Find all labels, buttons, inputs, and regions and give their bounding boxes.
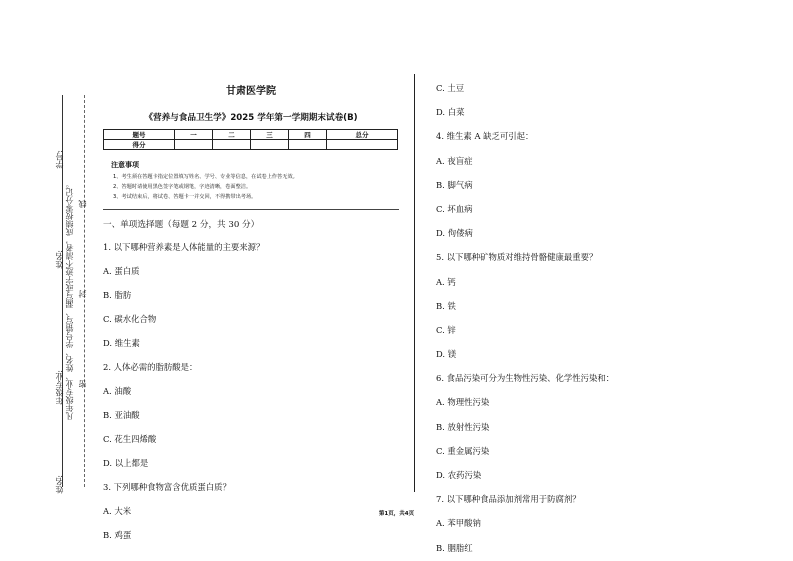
answer-option: A. 油酸 — [103, 386, 132, 396]
score-cell: 四 — [289, 130, 327, 140]
answer-option: A. 物理性污染 — [436, 397, 490, 408]
answer-option: D. 维生素 — [103, 338, 140, 348]
name-label: 姓名: — [55, 250, 64, 269]
score-input-cell — [327, 140, 398, 150]
answer-option: D. 白菜 — [436, 107, 465, 118]
exam-name-label: 姓名: — [55, 475, 64, 494]
notice-item: 2、答题时请使用黑色签字笔或钢笔，字迹清晰，卷面整洁。 — [113, 184, 252, 190]
answer-option: B. 鸡蛋 — [103, 530, 132, 540]
rules-text: 凡年级专业、姓名、学号错写、漏写或字迹不清者，成绩按零分记。 — [65, 180, 74, 420]
school-name: 甘肃医学院 — [226, 86, 276, 97]
question-stem: 7. 以下哪种食品添加剂常用于防腐剂？ — [436, 494, 581, 505]
answer-option: A. 大米 — [103, 506, 132, 516]
score-table — [103, 129, 398, 150]
answer-option: B. 放射性污染 — [436, 421, 490, 432]
notice-item: 3、考试结束后，将试卷、答题卡一并交回，不得携带出考场。 — [113, 194, 257, 200]
answer-option: D. 农药污染 — [436, 470, 482, 480]
answer-option: C. 碳水化合物 — [103, 314, 157, 324]
score-row-label: 得分 — [104, 140, 175, 150]
section-title: 一、单项选择题（每题 2 分，共 30 分） — [103, 220, 260, 230]
seal-mark: 密 — [78, 380, 87, 388]
question-stem: 6. 食品污染可分为生物性污染、化学性污染和： — [436, 373, 615, 384]
question-stem: 3. 下列哪种食物富含优质蛋白质？ — [103, 482, 231, 492]
score-cell: 题号 — [104, 130, 175, 140]
score-table-header — [104, 130, 398, 140]
score-input-cell — [289, 140, 327, 150]
score-cell: 一 — [174, 130, 212, 140]
answer-option: C. 重金属污染 — [436, 445, 490, 456]
answer-option: A. 蛋白质 — [103, 266, 140, 276]
section-divider — [103, 209, 399, 210]
left-questions — [103, 241, 399, 541]
right-questions — [436, 82, 756, 554]
answer-option: C. 锌 — [436, 324, 456, 335]
notice-box — [111, 160, 399, 200]
score-input-cell — [250, 140, 288, 150]
question-stem: 5. 以下哪种矿物质对维持骨骼健康最重要？ — [436, 252, 598, 263]
score-table-row — [104, 140, 398, 150]
notice-title: 注意事项 — [111, 161, 139, 169]
answer-option: B. 铁 — [436, 300, 456, 311]
answer-option: A. 钙 — [436, 276, 456, 287]
score-cell: 三 — [250, 130, 288, 140]
question-stem: 4. 维生素 A 缺乏可引起： — [436, 131, 534, 142]
binding-sidebar — [40, 90, 110, 494]
question-stem: 2. 人体必需的脂肪酸是： — [103, 362, 198, 372]
answer-option: B. 脂肪 — [103, 290, 132, 300]
student-id-label: 学号: — [55, 150, 64, 169]
notice-item: 1、考生须在答题卡指定位置填写姓名、学号、专业等信息，在试卷上作答无效。 — [113, 174, 298, 180]
answer-option: A. 苯甲酸钠 — [436, 518, 481, 529]
answer-option: B. 亚油酸 — [103, 410, 140, 420]
right-column — [436, 78, 756, 554]
score-cell: 二 — [212, 130, 250, 140]
column-divider — [414, 74, 415, 492]
seal-mark-3: 线 — [78, 200, 87, 208]
score-input-cell — [212, 140, 250, 150]
left-column — [103, 78, 399, 541]
answer-option: C. 花生四烯酸 — [103, 434, 157, 444]
answer-option: D. 佝偻病 — [436, 228, 473, 239]
question-stem: 1. 以下哪种营养素是人体能量的主要来源？ — [103, 242, 265, 252]
page-footer: 第1页，共4页 — [378, 511, 415, 517]
seal-mark-2: 封 — [78, 290, 87, 298]
exam-title: 《营养与食品卫生学》2025 学年第一学期期末试卷(B) — [144, 113, 358, 123]
score-input-cell — [174, 140, 212, 150]
answer-option: B. 脚气病 — [436, 179, 473, 190]
answer-option: C. 坏血病 — [436, 203, 473, 214]
answer-option: D. 以上都是 — [103, 458, 149, 468]
major-label: 年级专业: — [55, 370, 64, 405]
answer-option: B. 胭脂红 — [436, 542, 473, 553]
answer-option: C. 土豆 — [436, 83, 465, 93]
answer-option: D. 镁 — [436, 349, 457, 360]
score-cell: 总分 — [327, 130, 398, 140]
answer-option: A. 夜盲症 — [436, 155, 473, 166]
